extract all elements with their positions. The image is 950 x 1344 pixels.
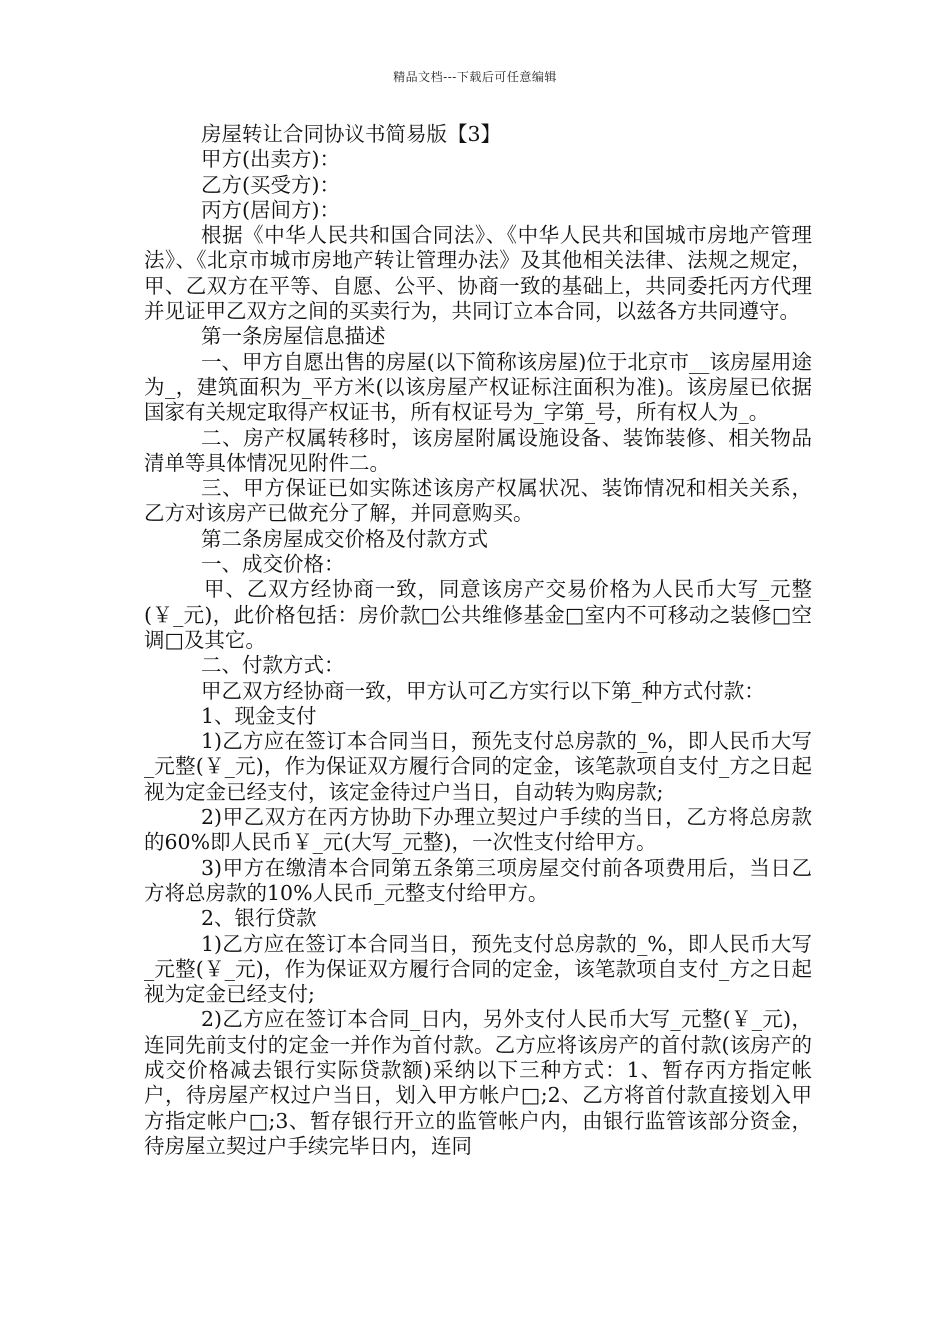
- cash-item-3: 3)甲方在缴清本合同第五条第三项房屋交付前各项费用后，当日乙方将总房款的10%人民币_元整支付给甲方。: [144, 855, 812, 905]
- article-1-clause-2: 二、房产权属转移时，该房屋附属设施设备、装饰装修、相关物品清单等具体情况见附件二。: [144, 425, 812, 475]
- party-c-line: 丙方(居间方)：: [201, 197, 340, 222]
- payment-intro: 甲乙双方经协商一致，甲方认可乙方实行以下第_种方式付款：: [201, 678, 765, 703]
- document-title: 房屋转让合同协议书简易版【3】: [201, 122, 502, 146]
- party-b-line: 乙方(买受方)：: [201, 172, 340, 197]
- article-1-heading: 第一条房屋信息描述: [201, 324, 386, 349]
- article-1-clause-3: 三、甲方保证已如实陈述该房产权属状况、装饰情况和相关关系，乙方对该房产已做充分了解，并同意购买。: [144, 476, 812, 526]
- cash-item-2: 2)甲乙双方在丙方协助下办理立契过户手续的当日，乙方将总房款的60%即人民币￥_元(大写_元整)，一次性支付给甲方。: [144, 805, 812, 855]
- loan-item-2: 2)乙方应在签订本合同_日内，另外支付人民币大写_元整(￥_元)，连同先前支付的定金一并作为首付款。乙方应将该房产的首付款(该房产的成交价格减去银行实际贷款额)采纳以下三种方式：1、暂存丙方指定帐户，待房屋产权过户当日，划入甲方帐户□;2、乙方将首付款直接划入甲方指定帐户□;3、暂存银行开立的监管帐户内，由银行监管该部分资金，待房屋立契过户手续完毕日内，连同: [144, 1007, 812, 1158]
- payment-heading: 二、付款方式：: [201, 653, 345, 678]
- page-header: 精品文档---下载后可任意编辑: [393, 70, 557, 84]
- article-2-heading: 第二条房屋成交价格及付款方式: [201, 526, 488, 551]
- cash-item-1: 1)乙方应在签订本合同当日，预先支付总房款的_%，即人民币大写_元整(￥_元)，作为保证双方履行合同的定金，该笔款项自支付_方之日起视为定金已经支付，该定金待过户当日，自动转为购房款;: [144, 729, 812, 804]
- price-paragraph: 甲、乙双方经协商一致，同意该房产交易价格为人民币大写_元整(￥_元)，此价格包括：房价款□公共维修基金□室内不可移动之装修□空调□及其它。: [144, 577, 812, 652]
- article-1-clause-1: 一、甲方自愿出售的房屋(以下简称该房屋)位于北京市__该房屋用途为_，建筑面积为_平方米(以该房屋产权证标注面积为准)。该房屋已依据国家有关规定取得产权证书，所有权证号为_字第_号，所有权人为_。: [144, 349, 812, 425]
- price-heading: 一、成交价格：: [201, 552, 345, 577]
- cash-payment-heading: 1、现金支付: [201, 703, 317, 728]
- party-a-line: 甲方(出卖方)：: [201, 147, 340, 172]
- loan-item-1: 1)乙方应在签订本合同当日，预先支付总房款的_%，即人民币大写_元整(￥_元)，作为保证双方履行合同的定金，该笔款项自支付_方之日起视为定金已经支付;: [144, 931, 812, 1007]
- loan-payment-heading: 2、银行贷款: [201, 906, 317, 931]
- preamble-paragraph: 根据《中华人民共和国合同法》、《中华人民共和国城市房地产管理法》、《北京市城市房地产转让管理办法》及其他相关法律、法规之规定，甲、乙双方在平等、自愿、公平、协商一致的基础上，共同委托丙方代理并见证甲乙双方之间的买卖行为，共同订立本合同，以兹各方共同遵守。: [144, 223, 812, 324]
- document-body: [144, 122, 812, 1159]
